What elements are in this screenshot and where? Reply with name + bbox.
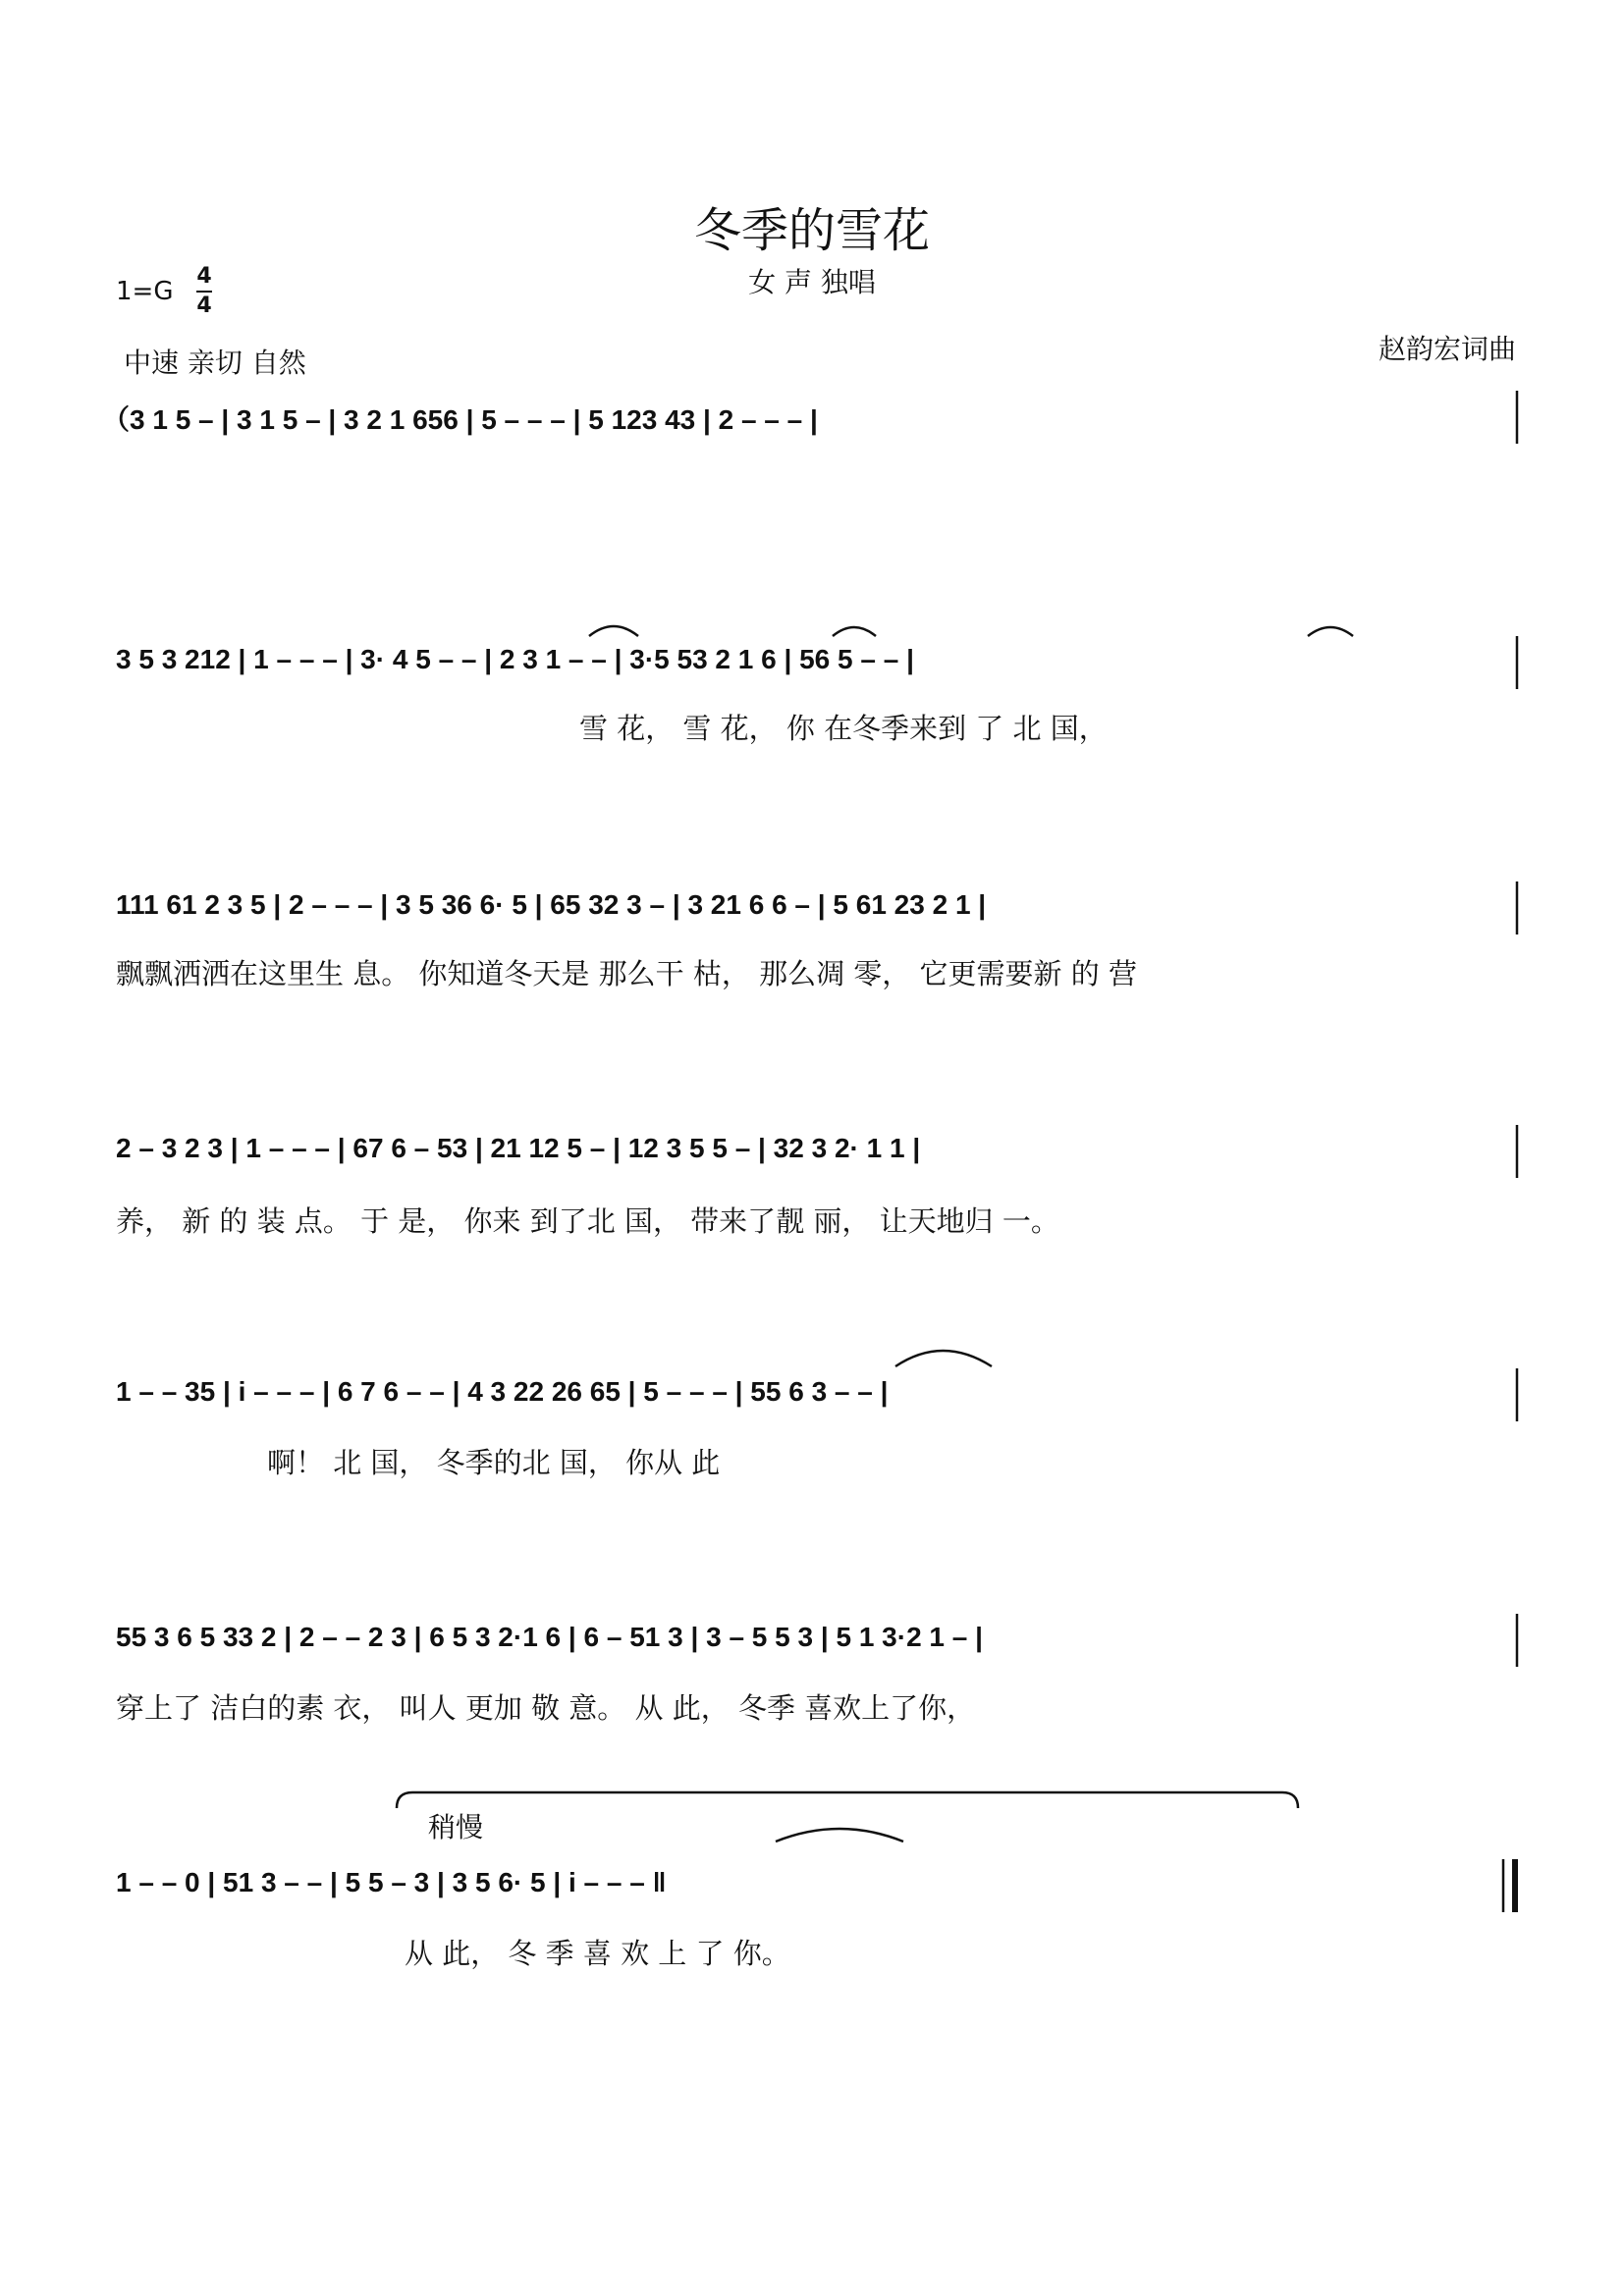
system-7-notes: 1 – – 0 | 51 3 – – | 5 5 – 3 | 3 5 6· 5 | i – – – ‖ [116, 1867, 667, 1897]
slur [1308, 627, 1353, 636]
key-signature: 1=G [116, 277, 174, 306]
slur [589, 626, 638, 636]
tempo-change-marking: 稍慢 [428, 1811, 484, 1843]
system-6-lyrics: 穿上了 洁白的素 衣， 叫人 更加 敬 意。 从 此， 冬季 喜欢上了你， [116, 1691, 976, 1725]
system-2-notes: 3 5 3 212 | 1 – – – | 3· 4 5 – – | 2 3 1 – – | 3·5 53 2 1 6 | 56 5 – – | [116, 644, 914, 674]
song-subtitle: 女 声 独唱 [748, 266, 876, 298]
system-4-lyrics: 养， 新 的 装 点。 于 是， 你来 到了北 国， 带来了靓 丽， 让天地归 一。 [116, 1204, 1059, 1238]
slur [833, 627, 876, 636]
meter-top: 4 [196, 264, 212, 289]
system-4-notes: 2 – 3 2 3 | 1 – – – | 67 6 – 53 | 21 12 5 – | 12 3 5 5 – | 32 3 2· 1 1 | [116, 1133, 921, 1163]
system-6-notes: 55 3 6 5 33 2 | 2 – – 2 3 | 6 5 3 2·1 6 | 6 – 51 3 | 3 – 5 5 3 | 5 1 3·2 1 – | [116, 1622, 983, 1652]
meter-bottom: 4 [196, 294, 212, 318]
song-title: 冬季的雪花 [693, 203, 930, 258]
system-5-notes: 1 – – 35 | i – – – | 6 7 6 – – | 4 3 22 26 65 | 5 – – – | 55 6 3 – – | [116, 1376, 889, 1407]
system-7-lyrics: 从 此， 冬 季 喜 欢 上 了 你。 [405, 1937, 790, 1970]
system-2-lyrics: 雪 花， 雪 花， 你 在冬季来到 了 北 国， [579, 712, 1108, 745]
slur [776, 1829, 903, 1842]
tempo-marking: 中速 亲切 自然 [124, 347, 306, 379]
system-3-lyrics: 飘飘洒洒在这里生 息。 你知道冬天是 那么干 枯， 那么凋 零， 它更需要新 的 营 [116, 957, 1137, 990]
system-5-lyrics: 啊！ 北 国， 冬季的北 国， 你从 此 [267, 1446, 721, 1479]
phrase-slur [397, 1792, 1298, 1808]
composer-credit: 赵韵宏词曲 [1378, 333, 1516, 365]
system-1-notes: （3 1 5 – | 3 1 5 – | 3 2 1 656 | 5 – – – | 5 123 43 | 2 – – – | [102, 404, 818, 435]
slur [895, 1351, 992, 1366]
system-3-notes: 111 61 2 3 5 | 2 – – – | 3 5 36 6· 5 | 65 32 3 – | 3 21 6 6 – | 5 61 23 2 1 | [116, 889, 987, 920]
